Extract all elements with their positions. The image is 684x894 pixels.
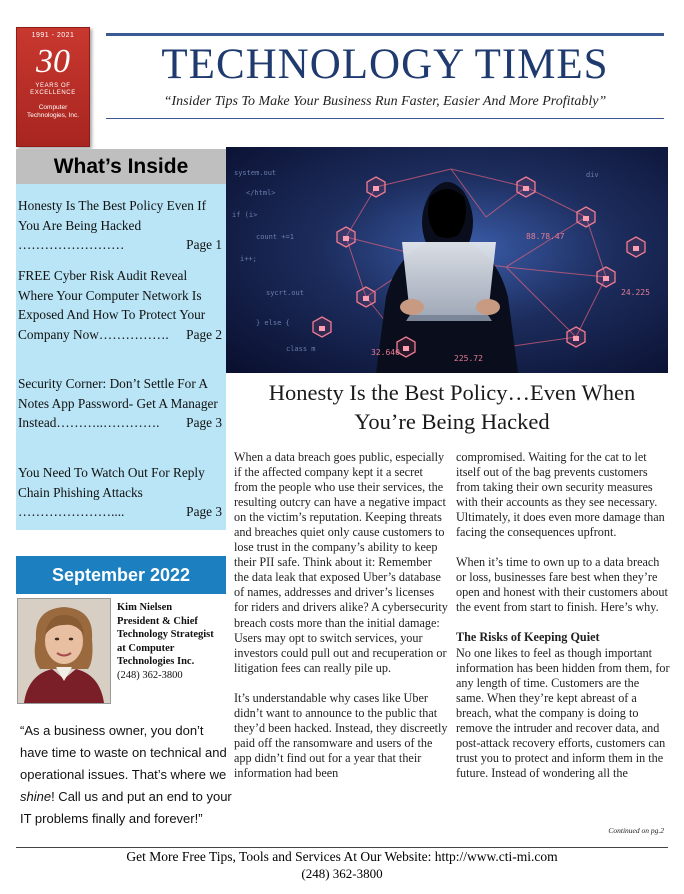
- issue-month-header: [16, 556, 226, 594]
- president-photo: [17, 598, 111, 704]
- code-line: </html>: [246, 189, 276, 197]
- bio-role: President & Chief Technology Strategist at Computer Technologies Inc.: [117, 615, 214, 668]
- whats-inside-header: [16, 149, 226, 184]
- code-line: i++;: [240, 255, 257, 263]
- toc-item[interactable]: [18, 463, 222, 522]
- toc-item-leader: ………..………….: [56, 415, 160, 430]
- logo-number: 30: [36, 43, 70, 80]
- quote-emphasis: shine: [20, 789, 52, 804]
- logo-excellence: [21, 83, 85, 97]
- toc-item-page: Page 3: [186, 504, 222, 519]
- ip-label: 32.640: [371, 348, 400, 357]
- toc-item-title: Security Corner: Don’t Settle For A Notes App Password- Get A Manager Instead: [18, 376, 218, 430]
- bio-name: Kim Nielsen: [117, 602, 173, 613]
- whats-inside-box: [16, 184, 226, 530]
- code-line: } else {: [256, 319, 290, 327]
- code-line: class m: [286, 345, 316, 353]
- newsletter-tagline: “Insider Tips To Make Your Business Run Faster, Easier And More Profitably”: [163, 94, 607, 109]
- hacker-illustration: [226, 147, 668, 373]
- article-paragraph: No one likes to feel as though important information has been hidden from them, for any length of time. Customers are the same. When they’re kept abreast of a breach, what the company is doing to remove the intruder and recover data, and post-attack recovery efforts, customers can trust you to protect and inform them in the future. Instead of wondering all the: [456, 645, 670, 780]
- toc-item-leader: ……………………: [18, 237, 125, 252]
- ip-label: 88.78.47: [526, 232, 565, 241]
- footer-rule: [16, 847, 668, 848]
- president-quote: [20, 720, 232, 830]
- whats-inside-title: What’s Inside: [53, 155, 189, 178]
- logo-company: Computer Technologies, Inc.: [26, 104, 80, 119]
- ip-label: 24.225: [621, 288, 650, 297]
- hero-image: [226, 147, 668, 373]
- toc-item-title: FREE Cyber Risk Audit Reveal Where Your Computer Network Is Exposed And How To Protect Your Company Now: [18, 268, 206, 342]
- bio-phone: (248) 362-3800: [117, 669, 183, 681]
- article-subheading: The Risks of Keeping Quiet: [456, 630, 600, 645]
- footer-phone: (248) 362-3800: [301, 866, 383, 881]
- quote-text-end: ! Call us and put an end to your IT problems finally and forever!”: [20, 789, 232, 826]
- masthead-rule-top: [106, 33, 664, 36]
- toc-item-page: Page 2: [186, 326, 222, 342]
- article-paragraph: compromised. Waiting for the cat to let itself out of the bag prevents customers from taking their own security measures with their accounts as they see necessary. Ultimately, it does even more damage than facing the consequences upfront.: [456, 450, 665, 540]
- masthead-rule-bottom: [106, 118, 664, 119]
- toc-item-title: You Need To Watch Out For Reply Chain Phishing Attacks: [18, 465, 205, 500]
- company-logo: [16, 27, 90, 147]
- toc-item-page: Page 1: [186, 237, 222, 252]
- footer-website-line[interactable]: Get More Free Tips, Tools and Services At Our Website: http://www.cti-mi.com: [126, 849, 558, 864]
- code-line: system.out: [234, 169, 277, 177]
- portrait-image: [18, 599, 110, 703]
- article-paragraph: When a data breach goes public, especially if the affected company kept it a secret from the people who use their services, the resulting outcry can have a negative impact on the victim’s reputation. Keeping threats and breaches quiet only cause customers to lose trust in the company’s ability to keep their PII safe. Think about it: Remember the data leak that exposed Uber’s database of names, addresses and driver’s licenses for riders and drivers alike? A cybersecurity breach costs more than the initial damage: Users may opt to switch services, your investors could pull out and recuperation or litigation fees can really pile up.: [234, 450, 448, 675]
- logo-years: 1991 - 2021: [31, 32, 75, 39]
- toc-item-leader: …………….: [98, 326, 169, 342]
- code-line: div: [586, 171, 599, 179]
- president-bio: [117, 601, 225, 683]
- toc-item[interactable]: [18, 374, 222, 433]
- logo-excellence-line2: EXCELLENCE: [30, 90, 76, 96]
- article-column-2: [456, 450, 670, 796]
- toc-item[interactable]: [18, 266, 222, 344]
- code-line: count +=1: [256, 233, 294, 241]
- newsletter-title: TECHNOLOGY TIMES: [161, 41, 609, 88]
- continued-note: Continued on pg.2: [608, 826, 664, 835]
- article-paragraph: It’s understandable why cases like Uber didn’t want to announce to the public that they’d been hacked. Instead, they discreetly paid off the ransomware and users of the app didn’t find out for a year that their information had been: [234, 690, 448, 780]
- toc-item-leader: …………………....: [18, 504, 125, 519]
- toc-item-page: Page 3: [186, 415, 222, 430]
- toc-item[interactable]: [18, 196, 222, 255]
- quote-text-start: “As a business owner, you don’t have time to waste on technical and operational issues. That’s where we: [20, 723, 227, 782]
- toc-item-title: Honesty Is The Best Policy Even If You Are Being Hacked: [18, 198, 207, 233]
- code-line: if (i>: [232, 211, 258, 219]
- article-title: Honesty Is the Best Policy…Even When You’re Being Hacked: [268, 380, 636, 434]
- issue-month: September 2022: [51, 565, 191, 585]
- logo-excellence-line1: YEARS OF: [35, 83, 71, 89]
- ip-label: 225.72: [454, 354, 483, 363]
- article-column-1: [234, 450, 448, 796]
- article-paragraph: When it’s time to own up to a data breach or loss, businesses fare best when they’re open and honest with their customers about the event from start to finish. Here’s why.: [456, 555, 668, 615]
- code-line: sycrt.out: [266, 289, 304, 297]
